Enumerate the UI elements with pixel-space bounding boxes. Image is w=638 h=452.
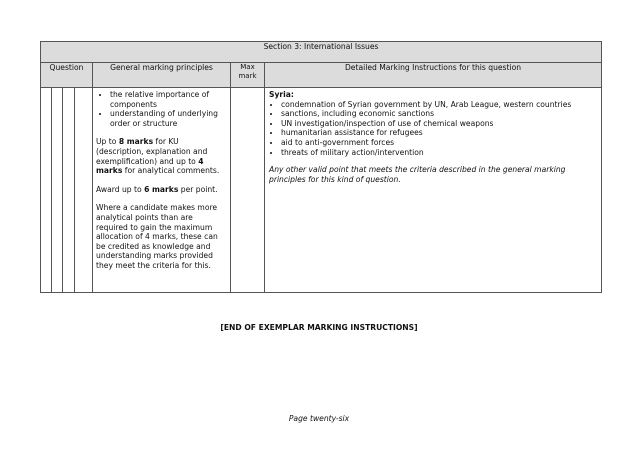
page-number: Page twenty-six bbox=[288, 414, 350, 423]
syria-bullet: • UN investigation/inspection of use of chemical weapons bbox=[281, 119, 597, 129]
question-subcol-divider-2 bbox=[62, 88, 63, 292]
section-row bbox=[41, 42, 602, 63]
header-row bbox=[41, 63, 602, 88]
syria-bullet: • sanctions, including economic sanctions bbox=[281, 109, 597, 119]
general-bullet: • the relative importance of components bbox=[110, 90, 226, 109]
valid-point-note: Any other valid point that meets the criteria described in the general marking principles for this kind of question. bbox=[269, 165, 566, 184]
marks-allocation-text: Up to 8 marks for KU (description, explanation and exemplification) and up to 4 marks for analytical comments. bbox=[96, 137, 220, 176]
detailed-instructions-cell bbox=[265, 88, 602, 293]
general-bullet: • understanding of underlying order or structure bbox=[110, 109, 226, 128]
syria-bullet-list bbox=[269, 100, 597, 158]
general-principles-header: General marking principles bbox=[93, 63, 231, 88]
detailed-instructions-header: Detailed Marking Instructions for this question bbox=[265, 63, 602, 88]
analytical-points-text: Where a candidate makes more analytical points than are required to gain the maximum allocation of 4 marks, these can be credited as knowledge and understanding marks provided they meet the criteria for this. bbox=[96, 203, 218, 270]
syria-bullet: • aid to anti-government forces bbox=[281, 138, 597, 148]
question-subcol-divider-3 bbox=[74, 88, 75, 292]
general-bullet-list bbox=[96, 90, 226, 128]
body-row bbox=[41, 88, 602, 293]
syria-bullet: • humanitarian assistance for refugees bbox=[281, 128, 597, 138]
end-of-instructions: [END OF EXEMPLAR MARKING INSTRUCTIONS] bbox=[220, 323, 418, 332]
syria-bullet: • condemnation of Syrian government by UN, Arab League, western countries bbox=[281, 100, 597, 110]
section-title: Section 3: International Issues bbox=[41, 42, 602, 63]
question-cell bbox=[41, 88, 93, 293]
syria-heading: Syria: bbox=[269, 90, 294, 99]
max-mark-cell bbox=[231, 88, 265, 293]
award-text: Award up to 6 marks per point. bbox=[96, 184, 218, 194]
general-principles-cell bbox=[93, 88, 231, 293]
question-header: Question bbox=[41, 63, 93, 88]
marking-table bbox=[40, 41, 602, 293]
question-subcol-divider-1 bbox=[51, 88, 52, 292]
syria-bullet: • threats of military action/intervention bbox=[281, 148, 597, 158]
max-mark-header: Max mark bbox=[231, 63, 265, 88]
